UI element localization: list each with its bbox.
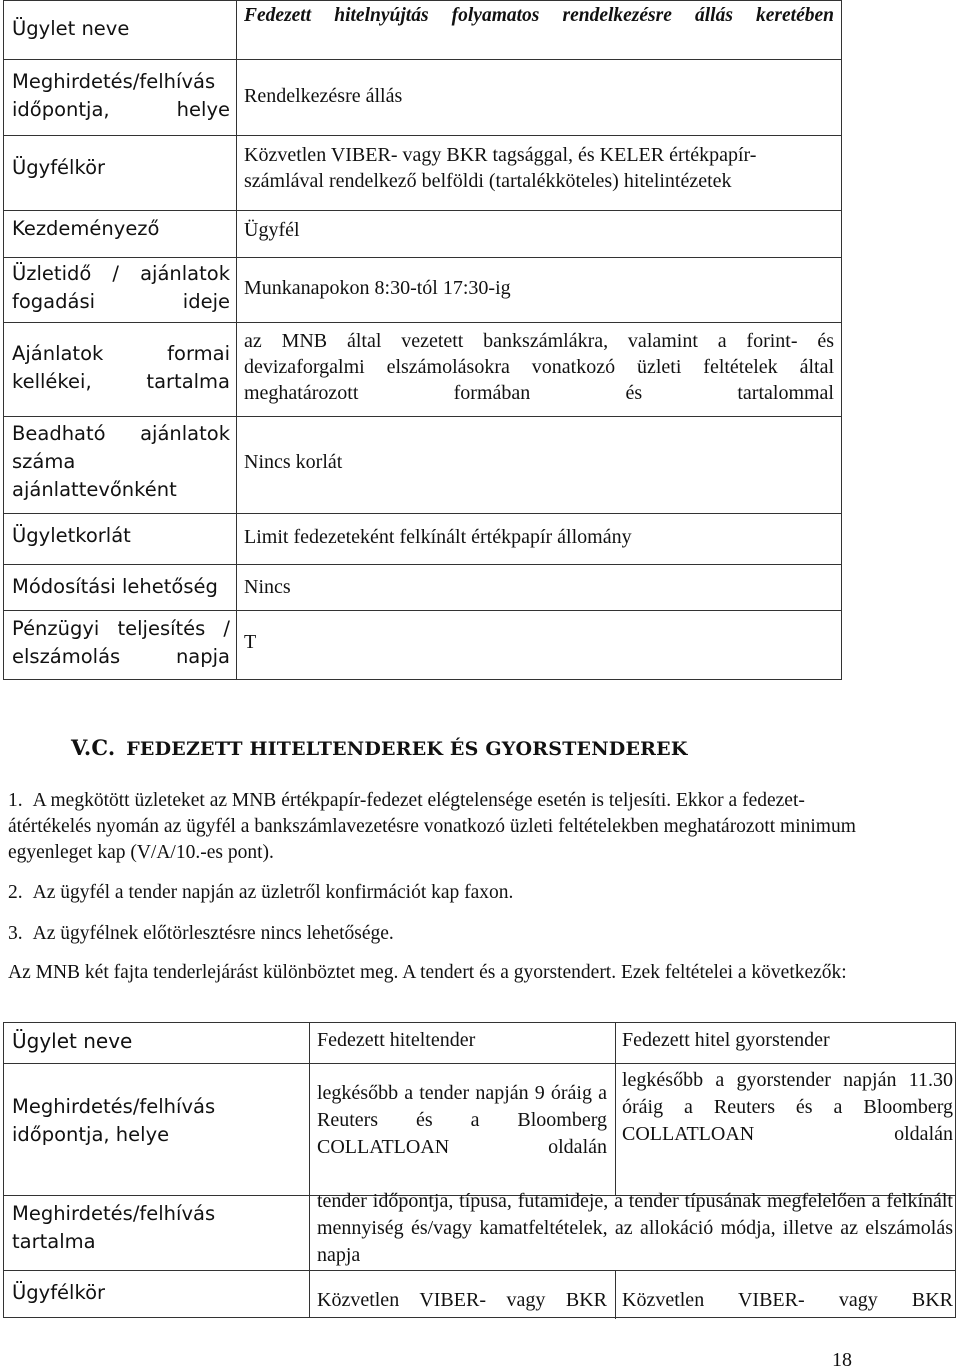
section-heading [71, 735, 688, 760]
section-title: FEDEZETT HITELTENDEREK ÉS GYORSTENDEREK [126, 738, 688, 760]
table-row [4, 514, 841, 564]
list-item [8, 788, 856, 866]
row-value: Fedezett hitelnyújtás folyamatos rendelkezésre állás keretében [244, 5, 834, 26]
table-cell: tender időpontja, típusa, futamideje, a tender típusának megfelelően a felkínált mennyiség és/vagy kamatfeltételek, az allokáció módja, illetve az elszámolás napja [317, 1190, 953, 1266]
table-cell: Közvetlen VIBER- vagy BKR [317, 1289, 607, 1311]
column-divider [615, 1270, 616, 1319]
row-value: Közvetlen VIBER- vagy BKR tagsággal, és KELER értékpapír-számlával rendelkező belföldi (tartalékköteles) hitelintézetek [244, 144, 757, 192]
row-label: Pénzügyi teljesítés / elszámolás napja [12, 617, 230, 668]
table-row [4, 417, 841, 513]
row-divider [4, 1270, 955, 1271]
page-number: 18 [832, 1349, 852, 1371]
row-label: Ügyfélkör [12, 156, 106, 179]
item-number: 3. [8, 923, 23, 944]
column-header: Fedezett hiteltender [317, 1029, 476, 1051]
table-row [4, 611, 841, 681]
table-row [4, 258, 841, 322]
item-number: 2. [8, 882, 23, 903]
row-label: Beadható ajánlatok száma ajánlattevőnként [12, 422, 230, 501]
tender-table [3, 1022, 956, 1318]
row-label: Módosítási lehetőség [12, 575, 218, 598]
row-label: Ügyletkorlát [12, 524, 131, 547]
row-divider [4, 1063, 955, 1064]
row-label: Kezdeményező [12, 217, 160, 240]
row-label: Meghirdetés/felhívás időpontja, helye [12, 70, 230, 121]
row-label: Meghirdetés/felhívás időpontja, helye [12, 1095, 216, 1146]
column-divider [615, 1023, 616, 1195]
column-header: Fedezett hitel gyorstender [622, 1029, 830, 1051]
row-value: Nincs [244, 576, 291, 598]
column-divider [309, 1023, 310, 1317]
table-cell: Közvetlen VIBER- vagy BKR [622, 1289, 953, 1311]
section-number: V.C. [71, 735, 116, 760]
item-text: A megkötött üzleteket az MNB értékpapír-fedezet elégtelensége esetén is teljesíti. Ekkor a fedezet-átértékelés nyomán az ügyfél a bankszámlavezetésre vonatkozó üzleti feltételekben meghatározott minimum egyenleget kap (V/A/10.-es pont). [8, 790, 856, 863]
list-item [8, 880, 856, 906]
row-value: Nincs korlát [244, 451, 343, 473]
table-row [4, 136, 841, 210]
row-value: Rendelkezésre állás [244, 85, 403, 107]
item-text: Az ügyfél a tender napján az üzletről konfirmációt kap faxon. [32, 882, 514, 903]
table-cell: legkésőbb a gyorstender napján 11.30 óráig a Reuters és a Bloomberg COLLATLOAN oldalán [622, 1069, 953, 1145]
table-row [4, 60, 841, 135]
row-label: Ügyfélkör [12, 1281, 106, 1304]
table-row [4, 565, 841, 610]
row-value: Ügyfél [244, 219, 300, 241]
row-value: az MNB által vezetett bankszámlákra, valamint a forint- és devizaforgalmi elszámolásokra vonatkozó üzleti feltételek által meghatározott formában és tartalommal [244, 330, 834, 404]
row-value: Munkanapokon 8:30-tól 17:30-ig [244, 277, 511, 299]
item-text: Az ügyfélnek előtörlesztésre nincs lehetősége. [32, 923, 394, 944]
terms-table [3, 0, 842, 680]
row-label: Ügylet neve [12, 17, 130, 40]
row-value: T [244, 631, 257, 653]
row-label: Ügylet neve [12, 1029, 133, 1053]
intro-paragraph: Az MNB két fajta tenderlejárást különböztet meg. A tendert és a gyorstendert. Ezek feltételei a következők: [8, 962, 847, 983]
row-value: Limit fedezeteként felkínált értékpapír állomány [244, 526, 632, 548]
table-row [4, 211, 841, 257]
table-cell: legkésőbb a tender napján 9 óráig a Reuters és a Bloomberg COLLATLOAN oldalán [317, 1082, 607, 1158]
row-label: Meghirdetés/felhívás tartalma [12, 1202, 216, 1253]
item-number: 1. [8, 790, 23, 811]
table-row [4, 1, 841, 59]
row-label: Üzletidő / ajánlatok fogadási ideje [12, 262, 230, 313]
row-label: Ajánlatok formai kellékei, tartalma [12, 342, 230, 393]
list-item [8, 921, 856, 947]
table-row [4, 323, 841, 416]
